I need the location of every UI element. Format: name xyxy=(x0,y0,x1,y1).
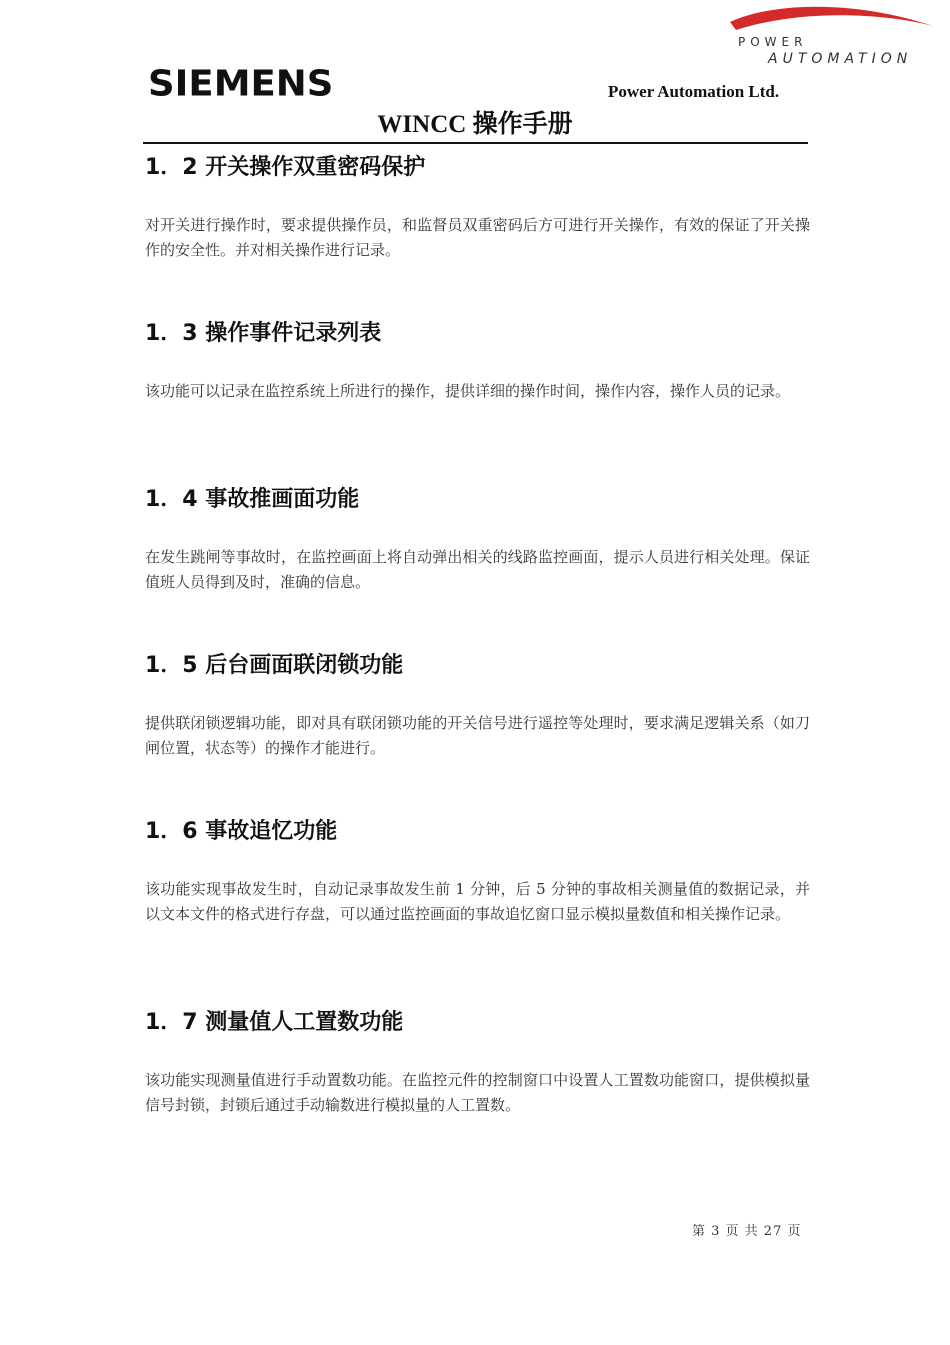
section-1-4 xyxy=(145,485,810,595)
section-heading: 1．4 事故推画面功能 xyxy=(145,487,360,512)
power-automation-logo xyxy=(728,0,943,75)
company-name: Power Automation Ltd. xyxy=(608,82,780,101)
section-body: 该功能实现测量值进行手动置数功能。在监控元件的控制窗口中设置人工置数功能窗口，提供模拟量信号封锁，封锁后通过手动输数进行模拟量的人工置数。 xyxy=(145,1071,810,1114)
section-body: 该功能可以记录在监控系统上所进行的操作，提供详细的操作时间，操作内容，操作人员的记录。 xyxy=(145,382,791,400)
page-number: 第 3 页 共 27 页 xyxy=(692,1224,802,1239)
section-1-3 xyxy=(145,319,810,404)
section-heading: 1．7 测量值人工置数功能 xyxy=(145,1010,404,1035)
section-heading: 1．6 事故追忆功能 xyxy=(145,819,338,844)
section-body: 对开关进行操作时，要求提供操作员，和监督员双重密码后方可进行开关操作，有效的保证了开关操作的安全性。并对相关操作进行记录。 xyxy=(145,216,810,259)
red-swoosh-icon xyxy=(728,0,943,40)
pa-power-text: POWER xyxy=(738,35,808,49)
section-1-2 xyxy=(145,153,810,263)
section-body: 在发生跳闸等事故时，在监控画面上将自动弹出相关的线路监控画面，提示人员进行相关处理。保证值班人员得到及时，准确的信息。 xyxy=(145,548,810,591)
header-divider xyxy=(143,142,808,144)
document-title: WINCC 操作手册 xyxy=(377,111,573,138)
siemens-logo: SIEMENS xyxy=(148,63,334,104)
section-1-5 xyxy=(145,651,810,761)
section-heading: 1．3 操作事件记录列表 xyxy=(145,321,382,346)
section-1-6 xyxy=(145,817,810,927)
section-body: 该功能实现事故发生时，自动记录事故发生前 1 分钟，后 5 分钟的事故相关测量值的数据记录，并以文本文件的格式进行存盘，可以通过监控画面的事故追忆窗口显示模拟量数值和相关操作记录。 xyxy=(145,880,810,923)
section-heading: 1．2 开关操作双重密码保护 xyxy=(145,155,426,180)
pa-automation-text: AUTOMATION xyxy=(768,51,913,67)
section-heading: 1．5 后台画面联闭锁功能 xyxy=(145,653,404,678)
section-body: 提供联闭锁逻辑功能，即对具有联闭锁功能的开关信号进行遥控等处理时，要求满足逻辑关系（如刀闸位置，状态等）的操作才能进行。 xyxy=(145,714,810,757)
section-1-7 xyxy=(145,1008,810,1118)
